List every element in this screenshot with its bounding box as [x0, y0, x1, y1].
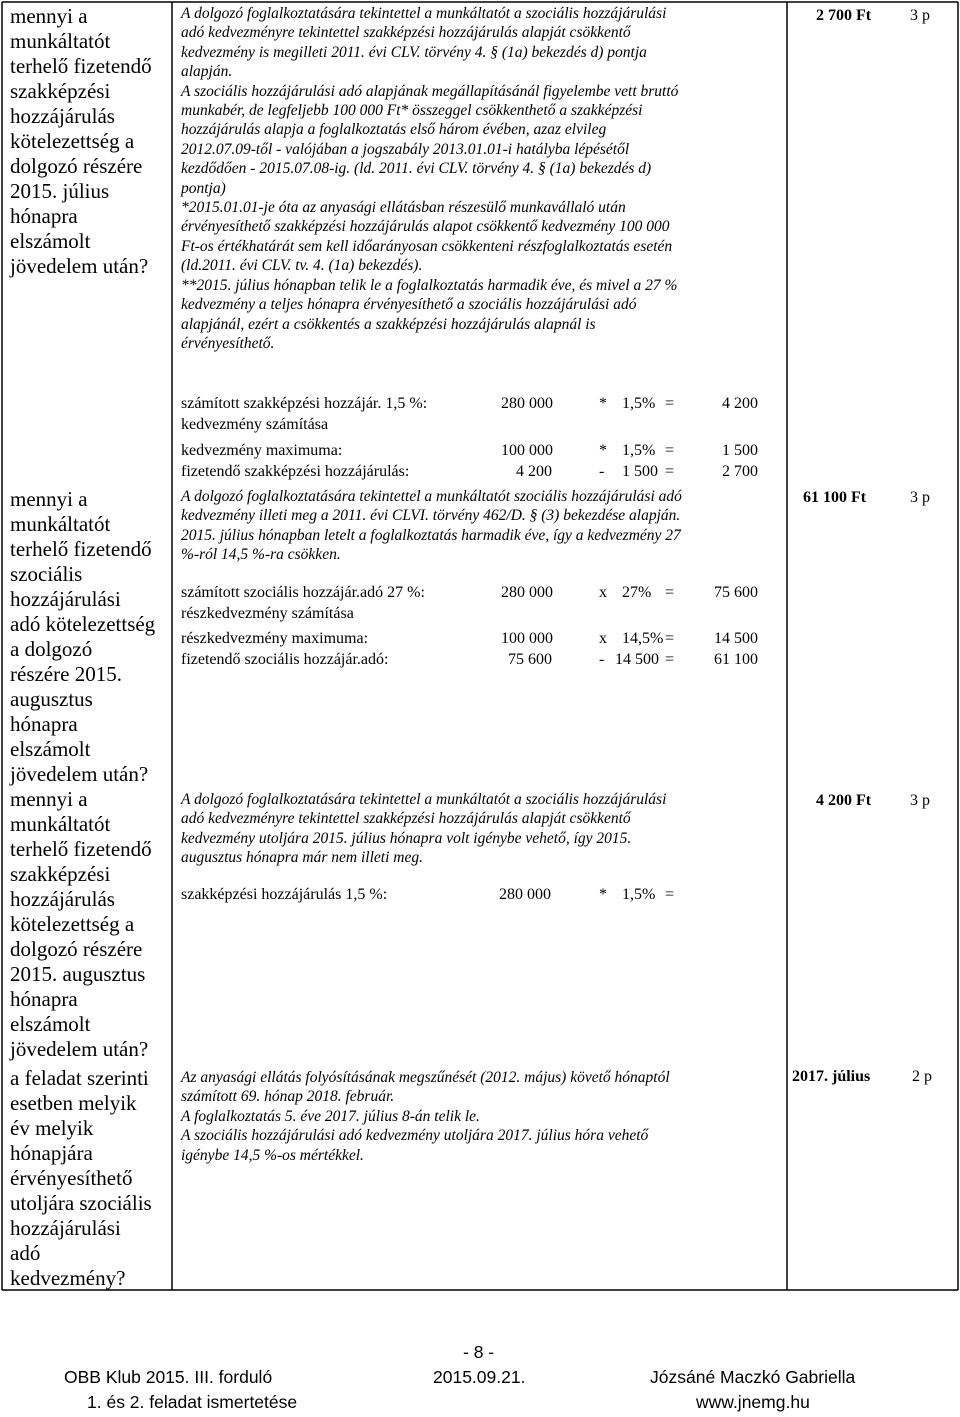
- calc-result: 61 100: [714, 651, 758, 668]
- calc-label: fizetendő szakképzési hozzájárulás:: [181, 463, 410, 480]
- calc-operand: 1 500: [622, 463, 658, 480]
- footer-author: Józsáné Maczkó Gabriella: [650, 1367, 856, 1387]
- question-4: [10, 1066, 170, 1291]
- question-line: év melyik: [10, 1116, 94, 1140]
- question-line: terhelő fizetendő: [10, 837, 152, 861]
- question-line: dolgozó részére: [10, 937, 143, 961]
- question-line: 2015. július: [10, 179, 110, 203]
- calc-operator: x: [599, 584, 607, 601]
- calc-row: [181, 584, 771, 604]
- question-line: hozzájárulás: [10, 104, 115, 128]
- explanation-line: A dolgozó foglalkoztatására tekintettel a munkáltatót a szociális hozzájárulási: [181, 791, 667, 808]
- calc-operator: *: [599, 886, 607, 903]
- explanation-line: A dolgozó foglalkoztatására tekintettel a munkáltatót a szociális hozzájárulási: [181, 5, 667, 22]
- question-line: mennyi a: [10, 487, 88, 511]
- question-3: [10, 787, 170, 1062]
- calc-equals: =: [665, 442, 675, 459]
- explanation-line: A szociális hozzájárulási adó kedvezmény utoljára 2017. július hóra vehető: [181, 1127, 649, 1145]
- question-line: terhelő fizetendő: [10, 537, 152, 561]
- calc-result: 4 200: [722, 395, 758, 412]
- question-line: jövedelem után?: [10, 762, 149, 786]
- explanation-line: *2015.01.01-je óta az anyasági ellátásban részesülő munkavállaló után: [181, 199, 626, 217]
- question-line: hónapra: [10, 204, 78, 228]
- explanation-line: adó kedvezményre tekintettel szakképzési hozzájárulás alapját csökkentő: [181, 24, 631, 42]
- explanation-line: munkabér, de legfeljebb 100 000 Ft* összeggel csökkenthető a szakképzési: [181, 102, 643, 120]
- calc-label: részkedvezmény számítása: [181, 605, 354, 622]
- calc-operand: 14,5%: [622, 630, 664, 647]
- calc-operand: 1,5%: [622, 395, 656, 412]
- question-line: dolgozó részére: [10, 154, 143, 178]
- question-line: a feladat szerinti: [10, 1066, 149, 1090]
- calc-operator: *: [599, 395, 607, 412]
- question-line: szakképzési: [10, 862, 111, 886]
- calc-row: [181, 416, 771, 436]
- explanation-line: %-ról 14,5 %-ra csökken.: [181, 546, 341, 564]
- calc-equals: =: [665, 395, 675, 412]
- answer-1: 2 700 Ft: [816, 7, 872, 24]
- calc-operator: -: [599, 651, 605, 668]
- calc-row: [181, 605, 771, 625]
- question-line: elszámolt: [10, 229, 91, 253]
- question-line: terhelő fizetendő: [10, 54, 152, 78]
- answer-4: 2017. július: [792, 1068, 871, 1085]
- question-line: jövedelem után?: [10, 1037, 149, 1061]
- explanation-3: [181, 790, 781, 868]
- explanation-1: [181, 4, 781, 353]
- calc-row: [181, 630, 771, 650]
- question-line: érvényesíthető: [10, 1166, 133, 1190]
- question-line: munkáltatót: [10, 512, 111, 536]
- calc-equals: =: [665, 584, 675, 601]
- question-line: esetben melyik: [10, 1091, 137, 1115]
- calc-row: [181, 651, 771, 671]
- question-line: munkáltatót: [10, 29, 111, 53]
- explanation-line: alapjánál, ezért a csökkentés a szakképzési hozzájárulás alapnál is: [181, 315, 596, 333]
- footer-date: 2015.09.21.: [433, 1367, 526, 1387]
- question-line: szociális: [10, 562, 83, 586]
- explanation-line: Ft-os értékhatárát sem kell időarányosan csökkenteni részfoglalkoztatás esetén: [181, 237, 673, 255]
- question-line: kötelezettség a: [10, 912, 135, 936]
- calc-result: 1 500: [722, 442, 758, 459]
- question-line: hozzájárulás: [10, 887, 115, 911]
- calc-operand: 75 600: [508, 651, 552, 668]
- explanation-line: alapján.: [181, 63, 233, 81]
- question-line: jövedelem után?: [10, 254, 149, 278]
- calc-equals: =: [665, 463, 675, 480]
- points-4: 2 p: [912, 1068, 932, 1085]
- calc-label: fizetendő szociális hozzájár.adó:: [181, 651, 389, 668]
- question-line: adó kötelezettség: [10, 612, 156, 636]
- question-1: [10, 4, 170, 279]
- explanation-line: 2015. július hónapban letelt a foglalkoztatás harmadik éve, így a kedvezmény 27: [181, 526, 681, 544]
- explanation-line: Az anyasági ellátás folyósításának megszűnését (2012. május) követő hónaptól: [181, 1069, 670, 1086]
- calc-operand: 280 000: [501, 584, 553, 601]
- question-line: kötelezettség a: [10, 129, 135, 153]
- calc-operand: 100 000: [501, 630, 553, 647]
- explanation-line: **2015. július hónapban telik le a foglalkoztatás harmadik éve, és mivel a 27 %: [181, 276, 678, 294]
- calc-row: [181, 886, 771, 906]
- calc-label: kedvezmény maximuma:: [181, 442, 343, 459]
- explanation-line: kedvezmény utoljára 2015. július hónapra volt igénybe vehető, így 2015.: [181, 829, 632, 847]
- calc-label: kedvezmény számítása: [181, 416, 329, 433]
- calc-label: részkedvezmény maximuma:: [181, 630, 369, 647]
- footer-subtitle: 1. és 2. feladat ismertetése: [87, 1392, 298, 1412]
- question-line: 2015. augusztus: [10, 962, 146, 986]
- calc-operand: 280 000: [499, 886, 551, 903]
- explanation-2: [181, 487, 781, 565]
- calc-operator: x: [599, 630, 607, 647]
- footer-url: www.jnemg.hu: [696, 1392, 810, 1412]
- explanation-line: érvényesíthető.: [181, 334, 275, 352]
- explanation-line: igénybe 14,5 %-os mértékkel.: [181, 1146, 364, 1164]
- explanation-line: 2012.07.09-től - valójában a jogszabály 2013.01.01-i hatályba lépésétől: [181, 140, 630, 158]
- calc-operand: 14 500: [615, 651, 659, 668]
- calc-operand: 1,5%: [622, 886, 656, 903]
- calc-result: 2 700: [722, 463, 758, 480]
- explanation-4: [181, 1068, 781, 1165]
- calc-result: 14 500: [714, 630, 758, 647]
- question-line: hónapjára: [10, 1141, 93, 1165]
- question-line: kedvezmény?: [10, 1266, 126, 1290]
- calc-equals: =: [665, 886, 675, 903]
- explanation-line: A szociális hozzájárulási adó alapjának megállapításánál figyelembe vett bruttó: [181, 82, 679, 100]
- question-line: a dolgozó: [10, 637, 93, 661]
- footer-event: OBB Klub 2015. III. forduló: [64, 1367, 273, 1387]
- question-line: hozzájárulási: [10, 1216, 121, 1240]
- calc-label: számított szakképzési hozzájár. 1,5 %:: [181, 395, 428, 412]
- question-line: hozzájárulási: [10, 587, 121, 611]
- calc-operator: -: [599, 463, 605, 480]
- calc-operand: 4 200: [516, 463, 552, 480]
- calc-equals: =: [665, 651, 675, 668]
- points-1: 3 p: [910, 7, 930, 24]
- calc-operand: 27%: [622, 584, 652, 601]
- explanation-line: (ld.2011. évi CLV. tv. 4. (1a) bekezdés).: [181, 257, 423, 275]
- points-3: 3 p: [910, 792, 930, 809]
- explanation-line: hozzájárulás alapja a foglalkoztatás első három évében, azaz elvileg: [181, 121, 607, 139]
- page-number: - 8 -: [463, 1342, 495, 1362]
- question-line: augusztus: [10, 687, 93, 711]
- explanation-line: kedvezmény illeti meg a 2011. évi CLVI. törvény 462/D. § (3) bekezdése alapján.: [181, 507, 681, 525]
- calc-operand: 100 000: [501, 442, 553, 459]
- question-line: elszámolt: [10, 1012, 91, 1036]
- question-line: adó: [10, 1241, 41, 1265]
- explanation-line: számított 69. hónap 2018. február.: [181, 1088, 395, 1106]
- calc-row: [181, 463, 771, 483]
- answer-3: 4 200 Ft: [816, 792, 872, 809]
- question-line: hónapra: [10, 987, 78, 1011]
- explanation-line: augusztus hónapra már nem illeti meg.: [181, 849, 423, 867]
- calc-label: számított szociális hozzájár.adó 27 %:: [181, 584, 425, 601]
- explanation-line: kezdődően - 2015.07.08-ig. (ld. 2011. évi CLV. törvény 4. § (1a) bekezdés d): [181, 160, 652, 178]
- question-line: mennyi a: [10, 4, 88, 28]
- explanation-line: A foglalkoztatás 5. éve 2017. július 8-án telik le.: [181, 1107, 480, 1125]
- question-line: elszámolt: [10, 737, 91, 761]
- question-line: részére 2015.: [10, 662, 122, 686]
- question-line: hónapra: [10, 712, 78, 736]
- explanation-line: adó kedvezményre tekintettel szakképzési hozzájárulás alapját csökkentő: [181, 810, 631, 828]
- calc-result: 75 600: [714, 584, 758, 601]
- calc-equals: =: [665, 630, 675, 647]
- explanation-line: érvényesíthető szakképzési hozzájárulás alapot csökkentő kedvezmény 100 000: [181, 218, 670, 236]
- calc-row: [181, 442, 771, 462]
- explanation-line: kedvezmény is megilleti 2011. évi CLV. törvény 4. § (1a) bekezdés d) pontja: [181, 43, 647, 61]
- calc-label: szakképzési hozzájárulás 1,5 %:: [181, 886, 388, 903]
- question-line: utoljára szociális: [10, 1191, 152, 1215]
- question-line: szakképzési: [10, 79, 111, 103]
- question-2: [10, 487, 170, 787]
- explanation-line: kedvezmény a teljes hónapra érvényesíthető a szociális hozzájárulási adó: [181, 296, 637, 314]
- calc-row: [181, 395, 771, 415]
- question-line: munkáltatót: [10, 812, 111, 836]
- question-line: mennyi a: [10, 787, 88, 811]
- explanation-line: pontja): [181, 179, 226, 197]
- explanation-line: A dolgozó foglalkoztatására tekintettel a munkáltatót szociális hozzájárulási adó: [181, 488, 682, 505]
- points-2: 3 p: [910, 489, 930, 506]
- calc-operand: 280 000: [501, 395, 553, 412]
- calc-operand: 1,5%: [622, 442, 656, 459]
- answer-2: 61 100 Ft: [803, 489, 867, 506]
- calc-operator: *: [599, 442, 607, 459]
